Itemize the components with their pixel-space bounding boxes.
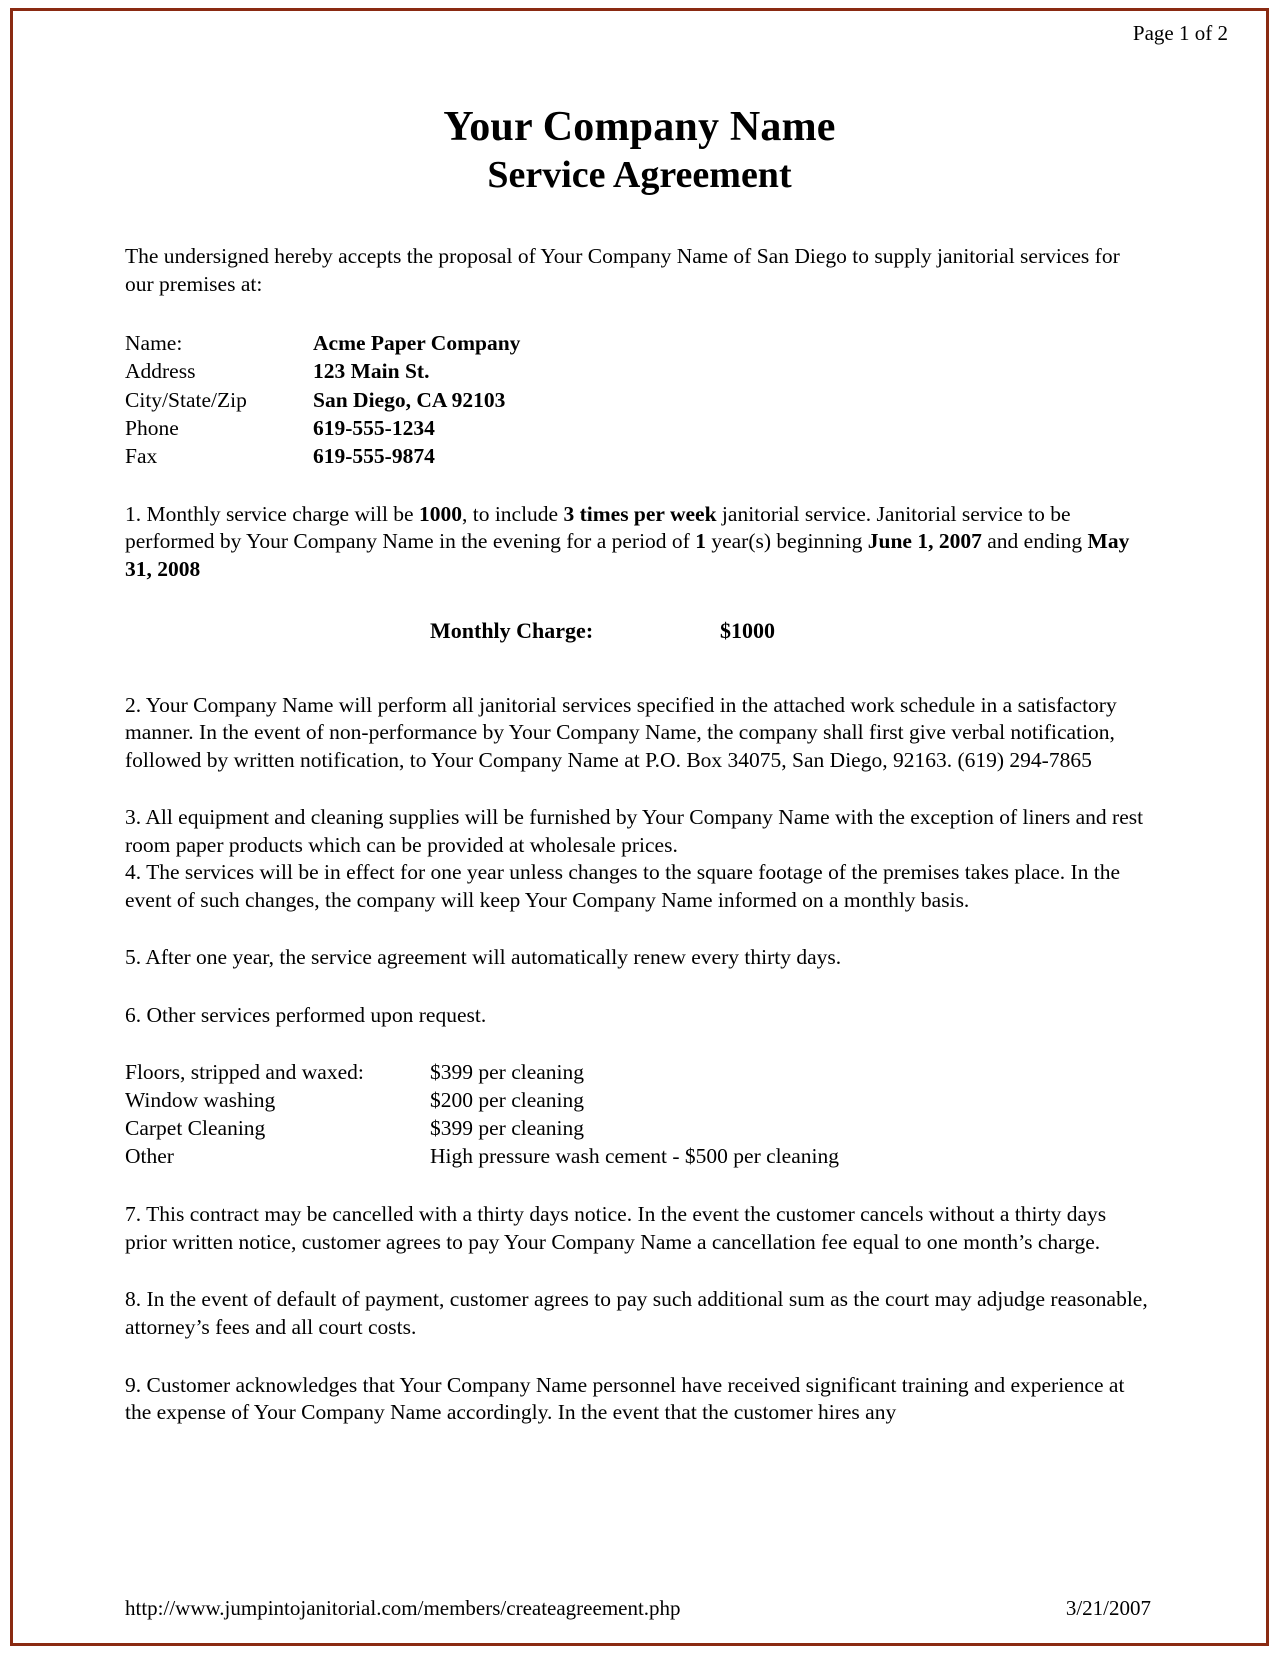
clause-6: 6. Other services performed upon request. xyxy=(125,1002,487,1027)
clause-4: 4. The services will be in effect for one year unless changes to the square footage of the premises takes place. In the event of such changes, the company will keep Your Company Name informed on a monthly basis. xyxy=(125,860,1121,912)
monthly-charge-label: Monthly Charge: xyxy=(430,618,594,644)
footer-date: 3/21/2007 xyxy=(1065,1596,1151,1620)
customer-field-value: 619-555-1234 xyxy=(313,415,435,440)
clause-3: 3. All equipment and cleaning supplies will be furnished by Your Company Name with the exception of liners and rest room paper products which can be provided at wholesale prices. xyxy=(125,805,1144,857)
service-name: Floors, stripped and waxed: xyxy=(125,1060,364,1085)
monthly-charge-value: $1000 xyxy=(720,618,775,644)
optional-services-table xyxy=(125,1059,839,1171)
clause-2: 2. Your Company Name will perform all janitorial services specified in the attached work schedule in a satisfactory manner. In the event of non-performance by Your Company Name, the company shall first give verbal notification, followed by written notification, to Your Company Name at P.O. Box 34075, San Diego, 92163. (619) 294-7865 xyxy=(125,692,1117,772)
customer-field-value: 619-555-9874 xyxy=(313,443,435,468)
document-content xyxy=(125,243,1151,1426)
table-row xyxy=(125,1059,839,1087)
clause-1-start-date: June 1, 2007 xyxy=(867,529,982,554)
footer-url: http://www.jumpintojanitorial.com/members/createagreement.php xyxy=(125,1596,681,1620)
clause-1-text-a: 1. Monthly service charge will be xyxy=(125,501,419,526)
document-title-block xyxy=(13,103,1266,197)
table-row xyxy=(125,1115,839,1143)
table-row xyxy=(125,1087,839,1115)
table-row xyxy=(125,387,520,415)
clause-5: 5. After one year, the service agreement will automatically renew every thirty days. xyxy=(125,945,842,970)
page-number-label: Page 1 of 2 xyxy=(1132,21,1228,45)
customer-field-label: Phone xyxy=(125,415,179,440)
clause-9: 9. Customer acknowledges that Your Company Name personnel have received significant training and experience at the expense of Your Company Name accordingly. In the event that the customer hires any xyxy=(125,1372,1125,1425)
customer-field-label: Name: xyxy=(125,331,183,356)
service-price: High pressure wash cement - $500 per cleaning xyxy=(430,1144,839,1169)
table-row xyxy=(125,1143,839,1171)
service-name: Other xyxy=(125,1144,174,1169)
company-name-title: Your Company Name xyxy=(443,104,836,150)
monthly-charge-row xyxy=(125,617,1151,645)
clause-1-text-d: year(s) beginning xyxy=(705,529,868,554)
table-row xyxy=(125,443,520,471)
customer-field-label: Address xyxy=(125,359,196,384)
service-name: Window washing xyxy=(125,1088,276,1113)
document-page xyxy=(13,11,1266,1643)
clause-8: 8. In the event of default of payment, customer agrees to pay such additional sum as the court may adjudge reasonable, attorney’s fees and all court costs. xyxy=(125,1287,1148,1339)
clause-1-years: 1 xyxy=(695,529,706,554)
intro-paragraph: The undersigned hereby accepts the proposal of Your Company Name of San Diego to supply janitorial services for our premises at: xyxy=(125,244,1120,296)
clause-1-frequency: 3 times per week xyxy=(563,501,717,526)
document-footer xyxy=(125,1596,1151,1621)
clause-1 xyxy=(125,501,1151,584)
customer-field-label: City/State/Zip xyxy=(125,387,247,412)
document-page-border xyxy=(10,8,1269,1646)
clause-1-text-c: janitorial service. Janitorial service to be performed by Your Company Name in the evening for a period of xyxy=(125,501,1071,554)
service-price: $200 per cleaning xyxy=(430,1088,585,1113)
table-row xyxy=(125,330,520,358)
clause-1-amount: 1000 xyxy=(418,501,462,526)
service-name: Carpet Cleaning xyxy=(125,1116,266,1141)
clause-1-text-e: and ending xyxy=(981,529,1088,554)
service-price: $399 per cleaning xyxy=(430,1116,585,1141)
clause-1-text-b: , to include xyxy=(461,501,564,526)
service-price: $399 per cleaning xyxy=(430,1060,585,1085)
clause-1-end-date: May 31, 2008 xyxy=(125,529,1130,581)
document-type-title: Service Agreement xyxy=(487,153,792,196)
table-row xyxy=(125,415,520,443)
customer-info-table xyxy=(125,330,520,470)
table-row xyxy=(125,358,520,386)
document-body xyxy=(13,11,1266,1427)
clause-7: 7. This contract may be cancelled with a thirty days notice. In the event the customer cancels without a thirty days prior written notice, customer agrees to pay Your Company Name a cancellation fee equal to one month’s charge. xyxy=(125,1202,1107,1254)
customer-field-value: Acme Paper Company xyxy=(313,331,521,356)
customer-field-value: San Diego, CA 92103 xyxy=(313,387,506,412)
customer-field-value: 123 Main St. xyxy=(313,359,430,384)
customer-field-label: Fax xyxy=(125,443,158,468)
